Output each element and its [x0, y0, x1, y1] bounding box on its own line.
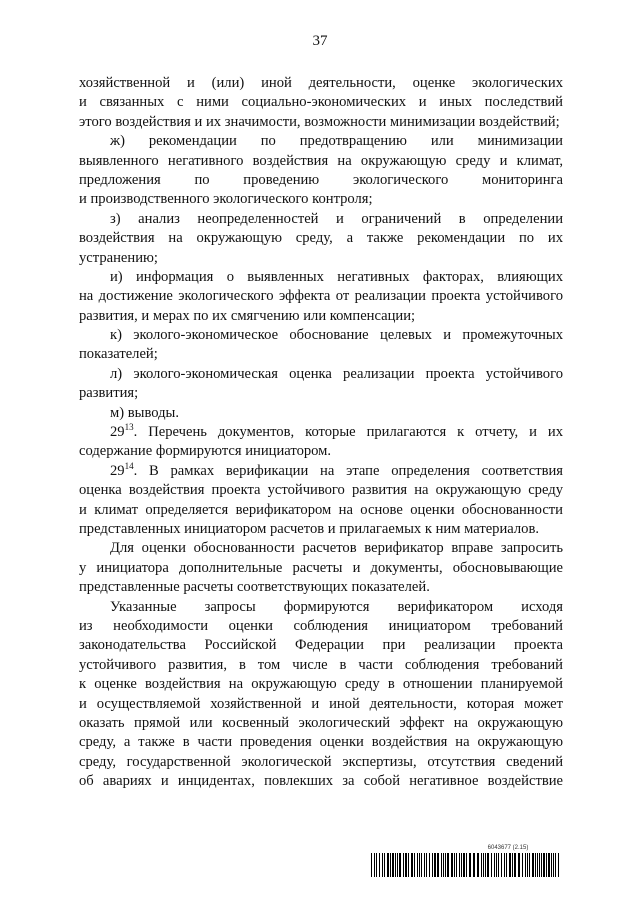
barcode-bar: [447, 853, 449, 877]
text-line: [79, 210, 563, 229]
barcode-bar: [451, 853, 453, 877]
barcode-bar: [417, 853, 418, 877]
paragraph-number-superscript: 13: [124, 423, 134, 433]
text-line-content: . Перечень документов, которые прилагаются к отчету, и их: [133, 424, 563, 441]
barcode-bar: [421, 853, 422, 877]
barcode-bar: [546, 853, 547, 877]
text-line-content: и производственного экологического контроля;: [79, 191, 373, 208]
barcode-bar: [487, 853, 489, 877]
barcode-bar: [376, 853, 377, 877]
barcode-bar: [419, 853, 420, 877]
barcode-bar: [504, 853, 505, 877]
text-line: [79, 675, 563, 694]
text-line: [79, 772, 563, 791]
barcode-bar: [405, 853, 407, 877]
barcode-bar: [483, 853, 484, 877]
text-line: [79, 74, 563, 93]
text-line-content: на достижение экологического эффекта от реализации проекта устойчивого: [79, 288, 563, 305]
barcode-bar: [537, 853, 538, 877]
text-line: [79, 462, 563, 481]
barcode-bar: [512, 853, 513, 877]
barcode-bar: [548, 853, 550, 877]
barcode-bar: [426, 853, 427, 877]
text-line: [79, 753, 563, 772]
text-line-content: этого воздействия и их значимости, возможности минимизации воздействий;: [79, 113, 560, 130]
barcode-bar: [392, 853, 394, 877]
barcode-bar: [541, 853, 542, 877]
barcode-bar: [445, 853, 446, 877]
barcode-bar: [555, 853, 556, 877]
text-line-content: представленные расчеты соответствующих показателей.: [79, 579, 430, 596]
text-line-content: хозяйственной и (или) иной деятельности, оценке экологических: [79, 75, 563, 91]
barcode-bar: [477, 853, 479, 877]
text-line-content: и связанных с ними социально-экономических и иных последствий: [79, 94, 563, 111]
text-line: [79, 714, 563, 733]
barcode-bar: [532, 853, 534, 877]
text-line: [79, 636, 563, 655]
barcode-bar: [374, 853, 375, 877]
text-line: [79, 598, 563, 617]
barcode-bar: [432, 853, 433, 877]
text-line: [79, 384, 563, 403]
barcode-bar: [525, 853, 526, 877]
barcode-bar: [434, 853, 436, 877]
text-line-content: и климат определяется верификатором на основе оценки обоснованности: [79, 501, 563, 518]
text-line: [79, 656, 563, 675]
text-line: [79, 190, 563, 209]
barcode-bar: [461, 853, 462, 877]
text-line: [79, 171, 563, 190]
barcode-bar: [529, 853, 530, 877]
text-line: [79, 501, 563, 520]
barcode-bar: [539, 853, 540, 877]
barcode-bar: [399, 853, 401, 877]
barcode-bar: [437, 853, 439, 877]
text-line-content: среду, государственной экологической экспертизы, отсутствия сведений: [79, 753, 563, 770]
text-line-content: з) анализ неопределенностей и ограничений в определении: [110, 210, 563, 227]
barcode-bar: [553, 853, 554, 877]
text-line-content: предложения по проведению экологического мониторинга: [79, 171, 563, 188]
text-line-content: л) эколого-экономическая оценка реализации проекта устойчивого: [110, 365, 563, 382]
text-line: [79, 733, 563, 752]
text-line: [79, 345, 563, 364]
text-line-content: об авариях и инцидентах, повлекших за собой негативное воздействие: [79, 773, 563, 790]
text-line: [79, 578, 563, 597]
text-line: [79, 287, 563, 306]
text-line: [79, 93, 563, 112]
barcode-bar: [522, 853, 523, 877]
barcode-bar: [382, 853, 383, 877]
barcode-bar: [501, 853, 502, 877]
text-line: [79, 307, 563, 326]
barcode-bar: [414, 853, 415, 877]
barcode-bar: [459, 853, 460, 877]
barcode-bar: [491, 853, 492, 877]
text-line: [79, 152, 563, 171]
text-line-content: содержание формируются инициатором.: [79, 443, 332, 460]
text-line-content: у инициатора дополнительные расчеты и документы, обосновывающие: [79, 559, 563, 576]
barcode-bar: [408, 853, 409, 877]
barcode-bar: [403, 853, 404, 877]
paragraph-number: 29: [110, 424, 125, 441]
text-line: [79, 481, 563, 500]
text-line: [79, 268, 563, 287]
barcode-bar: [481, 853, 482, 877]
barcode-bar: [397, 853, 398, 877]
paragraph-number: 29: [110, 462, 125, 479]
text-line: [79, 695, 563, 714]
barcode-bar: [390, 853, 391, 877]
barcode-bar: [473, 853, 475, 877]
barcode-bar: [498, 853, 499, 877]
barcode-bar: [506, 853, 507, 877]
barcode-bar: [379, 853, 380, 877]
text-line-content: представленных инициатором расчетов и прилагаемых к ним материалов.: [79, 520, 540, 537]
paragraph-number-superscript: 14: [124, 461, 134, 471]
text-line: [79, 113, 563, 132]
text-line-content: законодательства Российской Федерации при реализации проекта: [79, 637, 563, 654]
barcode-bar: [466, 853, 467, 877]
barcode-bar: [494, 853, 495, 877]
page-number: 37: [312, 33, 328, 49]
barcode-bar: [411, 853, 413, 877]
text-line: [79, 249, 563, 268]
barcode-bar: [558, 853, 559, 877]
text-line: [79, 229, 563, 248]
text-line-content: развития;: [79, 385, 139, 402]
text-line: [79, 559, 563, 578]
barcode-bar: [387, 853, 389, 877]
document-body: [79, 74, 563, 791]
text-line: [79, 404, 563, 423]
text-line-content: м) выводы.: [110, 404, 179, 421]
text-line-content: воздействия на окружающую среду, а также рекомендации по их: [79, 230, 563, 247]
text-line-content: оценка воздействия проекта устойчивого развития на окружающую среду: [79, 482, 563, 499]
text-line-content: ж) рекомендации по предотвращению или минимизации: [110, 133, 563, 150]
text-line: [79, 539, 563, 558]
text-line-content: показателей;: [79, 346, 158, 363]
text-line: [79, 132, 563, 151]
barcode-bar: [371, 853, 372, 877]
barcode-bar: [551, 853, 552, 877]
barcode-bar: [469, 853, 471, 877]
text-line: [79, 423, 563, 442]
barcode-image: [371, 853, 565, 877]
barcode-bar: [518, 853, 520, 877]
barcode-bar: [429, 853, 430, 877]
text-line-content: и осуществляемой хозяйственной и иной деятельности, которая может: [79, 695, 563, 712]
barcode-bar: [395, 853, 396, 877]
text-line-content: выявленного негативного воздействия на окружающую среду и климат,: [79, 152, 563, 169]
barcode-bar: [527, 853, 528, 877]
barcode-bar: [441, 853, 442, 877]
barcode-bar: [456, 853, 457, 877]
text-line-content: к) эколого-экономическое обоснование целевых и промежуточных: [110, 327, 563, 344]
barcode-bar: [424, 853, 425, 877]
text-line-content: устойчивого развития, в том числе в части соблюдения требований: [79, 656, 563, 673]
barcode-bar: [454, 853, 455, 877]
text-line: [79, 617, 563, 636]
text-line-content: оказать прямой или косвенный экологический эффект на окружающую: [79, 714, 563, 731]
barcode-bar: [509, 853, 511, 877]
barcode-bar: [535, 853, 536, 877]
text-line: [79, 326, 563, 345]
barcode-bar: [514, 853, 516, 877]
barcode-bar: [463, 853, 465, 877]
barcode-bar: [543, 853, 545, 877]
document-code: 6043677 (2.15): [487, 845, 529, 851]
text-line-content: среду, а также в части проведения оценки воздействия на окружающую: [79, 734, 563, 751]
barcode-bar: [496, 853, 497, 877]
text-line: [79, 365, 563, 384]
text-line-content: и) информация о выявленных негативных факторах, влияющих: [110, 268, 563, 285]
text-line-content: из необходимости оценки соблюдения инициатором требований: [79, 617, 563, 634]
text-line-content: Указанные запросы формируются верификатором исходя: [110, 598, 563, 615]
text-line-content: Для оценки обоснованности расчетов верификатор вправе запросить: [110, 540, 563, 557]
text-line: [79, 442, 563, 461]
text-line-content: . В рамках верификации на этапе определения соответствия: [133, 462, 563, 479]
barcode-bar: [443, 853, 444, 877]
text-line-content: устранению;: [79, 249, 158, 266]
text-line-content: к оценке воздействия на окружающую среду в отношении планируемой: [79, 676, 563, 693]
barcode-bar: [485, 853, 486, 877]
text-line: [79, 520, 563, 539]
barcode-bar: [384, 853, 385, 877]
text-line-content: развития, и мерах по их смягчению или компенсации;: [79, 307, 416, 324]
